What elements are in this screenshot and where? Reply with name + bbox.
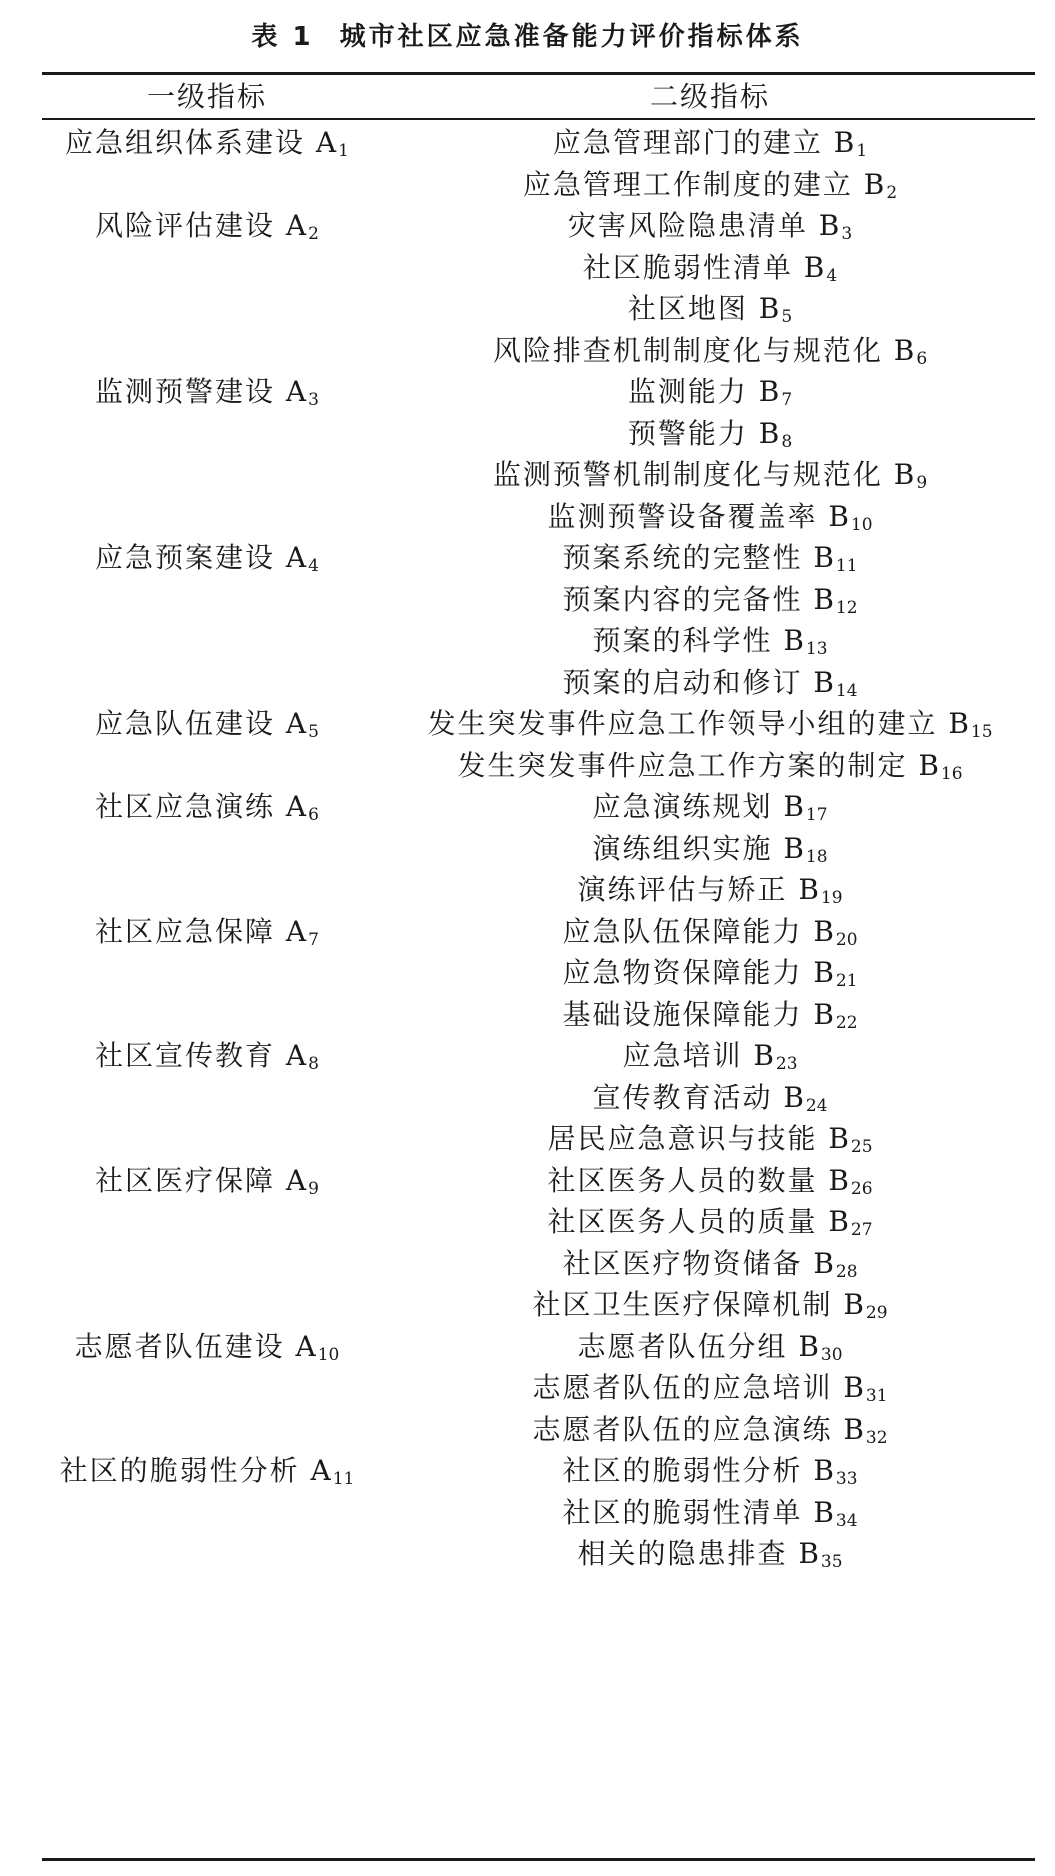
secondary-indicator-subscript: 31 <box>865 1386 888 1406</box>
secondary-indicator-subscript: 35 <box>820 1552 843 1572</box>
secondary-indicator-subscript: 12 <box>835 597 858 618</box>
secondary-indicator-subscript: 33 <box>835 1469 858 1489</box>
primary-indicator-subscript: 6 <box>308 805 319 825</box>
secondary-indicator-text: 社区的脆弱性清单 B <box>562 1495 836 1529</box>
secondary-indicator-text: 灾害风险隐患清单 B <box>567 209 842 242</box>
primary-indicator-text: 社区宣传教育 A <box>95 1039 309 1072</box>
secondary-indicator-subscript: 8 <box>781 431 793 452</box>
table-number: 表 1 <box>251 22 314 52</box>
secondary-indicator-subscript: 4 <box>826 265 838 286</box>
header-level2: 二级指标 <box>649 80 770 113</box>
primary-indicator-subscript: 2 <box>308 224 319 244</box>
secondary-indicator-subscript: 13 <box>805 639 828 659</box>
primary-indicator-text: 社区应急保障 A <box>95 914 309 948</box>
primary-indicator-subscript: 10 <box>317 1344 340 1365</box>
primary-indicator-text: 社区医疗保障 A <box>95 1163 309 1197</box>
secondary-indicator-text: 监测预警设备覆盖率 B <box>547 499 851 533</box>
secondary-indicator-text: 应急物资保障能力 B <box>562 956 836 989</box>
primary-indicator-subscript: 3 <box>308 390 319 410</box>
secondary-indicator-subscript: 9 <box>916 473 928 493</box>
secondary-indicator-text: 宣传教育活动 B <box>592 1080 806 1114</box>
secondary-indicator-text: 监测预警机制制度化与规范化 B <box>492 458 917 491</box>
secondary-indicator-subscript: 5 <box>781 307 793 327</box>
secondary-indicator-text: 社区医务人员的质量 B <box>547 1205 851 1238</box>
primary-indicator-text: 社区的脆弱性分析 A <box>59 1454 333 1487</box>
secondary-indicator-subscript: 21 <box>835 971 858 991</box>
secondary-indicator-subscript: 19 <box>820 888 843 908</box>
secondary-indicator-subscript: 1 <box>856 141 868 161</box>
secondary-indicator-text: 风险排查机制制度化与规范化 B <box>492 333 917 367</box>
primary-indicator-text: 应急组织体系建设 A <box>65 126 339 159</box>
secondary-indicator-subscript: 27 <box>850 1220 873 1240</box>
secondary-indicator-subscript: 3 <box>841 224 853 244</box>
secondary-indicator-text: 发生突发事件应急工作方案的制定 B <box>457 748 941 782</box>
primary-indicator <box>42 367 372 416</box>
primary-indicator <box>42 118 372 167</box>
primary-indicator-subscript: 11 <box>332 1469 355 1489</box>
secondary-indicator-text: 基础设施保障能力 B <box>562 997 836 1031</box>
secondary-indicator-text: 应急队伍保障能力 B <box>562 914 836 948</box>
secondary-indicator-text: 社区医疗物资储备 B <box>562 1246 836 1280</box>
primary-indicator-subscript: 8 <box>308 1054 319 1074</box>
secondary-indicator <box>385 1529 1035 1578</box>
secondary-indicator-subscript: 22 <box>835 1012 858 1033</box>
secondary-indicator-text: 居民应急意识与技能 B <box>547 1122 851 1155</box>
secondary-indicator-text: 相关的隐患排查 B <box>577 1537 821 1570</box>
secondary-indicator-subscript: 25 <box>850 1137 873 1157</box>
secondary-indicator-subscript: 15 <box>970 722 993 742</box>
secondary-indicator-text: 社区的脆弱性分析 B <box>562 1454 836 1487</box>
secondary-indicator-text: 预案的科学性 B <box>592 624 806 657</box>
primary-indicator <box>42 907 372 956</box>
secondary-indicator-text: 预案系统的完整性 B <box>562 541 836 574</box>
secondary-indicator-text: 志愿者队伍的应急培训 B <box>532 1371 866 1404</box>
secondary-indicator-subscript: 18 <box>805 846 828 867</box>
primary-indicator <box>42 782 372 831</box>
table-caption: 城市社区应急准备能力评价指标体系 <box>339 22 804 52</box>
primary-indicator-text: 应急预案建设 A <box>95 541 309 574</box>
bottom-rule <box>42 1858 1035 1861</box>
secondary-indicator-subscript: 14 <box>835 680 858 701</box>
secondary-indicator-text: 应急培训 B <box>622 1039 776 1072</box>
table-title <box>0 16 1055 53</box>
primary-indicator-text: 监测预警建设 A <box>95 375 309 408</box>
secondary-indicator-text: 社区脆弱性清单 B <box>582 250 827 284</box>
top-rule <box>42 72 1035 75</box>
secondary-indicator-subscript: 29 <box>865 1303 888 1323</box>
secondary-indicator-text: 监测能力 B <box>627 375 782 408</box>
primary-indicator <box>42 201 372 250</box>
primary-indicator-text: 风险评估建设 A <box>95 209 309 242</box>
primary-indicator-text: 志愿者队伍建设 A <box>74 1329 318 1363</box>
primary-indicator-text: 应急队伍建设 A <box>95 707 309 740</box>
secondary-indicator-text: 志愿者队伍分组 B <box>577 1329 821 1363</box>
secondary-indicator-text: 社区地图 B <box>627 292 782 325</box>
secondary-indicator-text: 演练评估与矫正 B <box>577 873 821 906</box>
header-level1: 一级指标 <box>146 80 267 113</box>
secondary-indicator-subscript: 32 <box>865 1427 888 1448</box>
primary-indicator-text: 社区应急演练 A <box>95 790 309 823</box>
primary-indicator <box>42 1446 372 1495</box>
secondary-indicator-text: 预案内容的完备性 B <box>562 582 836 616</box>
secondary-indicator-text: 应急演练规划 B <box>592 790 806 823</box>
secondary-indicator-subscript: 16 <box>940 763 963 784</box>
secondary-indicator-text: 演练组织实施 B <box>592 831 806 865</box>
primary-indicator <box>42 1156 372 1205</box>
primary-indicator-subscript: 9 <box>308 1178 319 1199</box>
secondary-indicator-subscript: 2 <box>886 182 898 203</box>
secondary-indicator-text: 发生突发事件应急工作领导小组的建立 B <box>427 707 971 740</box>
secondary-indicator-subscript: 6 <box>916 348 928 369</box>
secondary-indicator-text: 预案的启动和修订 B <box>562 665 836 699</box>
secondary-indicator-subscript: 28 <box>835 1261 858 1282</box>
primary-indicator <box>42 699 372 748</box>
secondary-indicator-subscript: 10 <box>850 514 873 535</box>
secondary-indicator-text: 应急管理工作制度的建立 B <box>522 167 887 201</box>
secondary-indicator-text: 志愿者队伍的应急演练 B <box>532 1412 866 1446</box>
secondary-indicator-subscript: 7 <box>781 390 793 410</box>
primary-indicator <box>42 1322 372 1371</box>
primary-indicator <box>42 1031 372 1080</box>
secondary-indicator-subscript: 30 <box>820 1344 843 1365</box>
primary-indicator-subscript: 4 <box>308 556 319 576</box>
secondary-indicator-subscript: 34 <box>835 1510 858 1531</box>
secondary-indicator-subscript: 26 <box>850 1178 873 1199</box>
primary-indicator-subscript: 1 <box>338 141 349 161</box>
secondary-indicator-text: 应急管理部门的建立 B <box>552 126 857 159</box>
secondary-indicator-subscript: 20 <box>835 929 858 950</box>
secondary-indicator-text: 预警能力 B <box>627 416 782 450</box>
secondary-indicator-subscript: 24 <box>805 1095 828 1116</box>
secondary-indicator-subscript: 23 <box>775 1054 798 1074</box>
secondary-indicator-text: 社区医务人员的数量 B <box>547 1163 851 1197</box>
primary-indicator-subscript: 7 <box>308 929 319 950</box>
secondary-indicator-text: 社区卫生医疗保障机制 B <box>532 1288 866 1321</box>
primary-indicator-subscript: 5 <box>308 722 319 742</box>
secondary-indicator-subscript: 11 <box>835 556 858 576</box>
primary-indicator <box>42 533 372 582</box>
secondary-indicator-subscript: 17 <box>805 805 828 825</box>
